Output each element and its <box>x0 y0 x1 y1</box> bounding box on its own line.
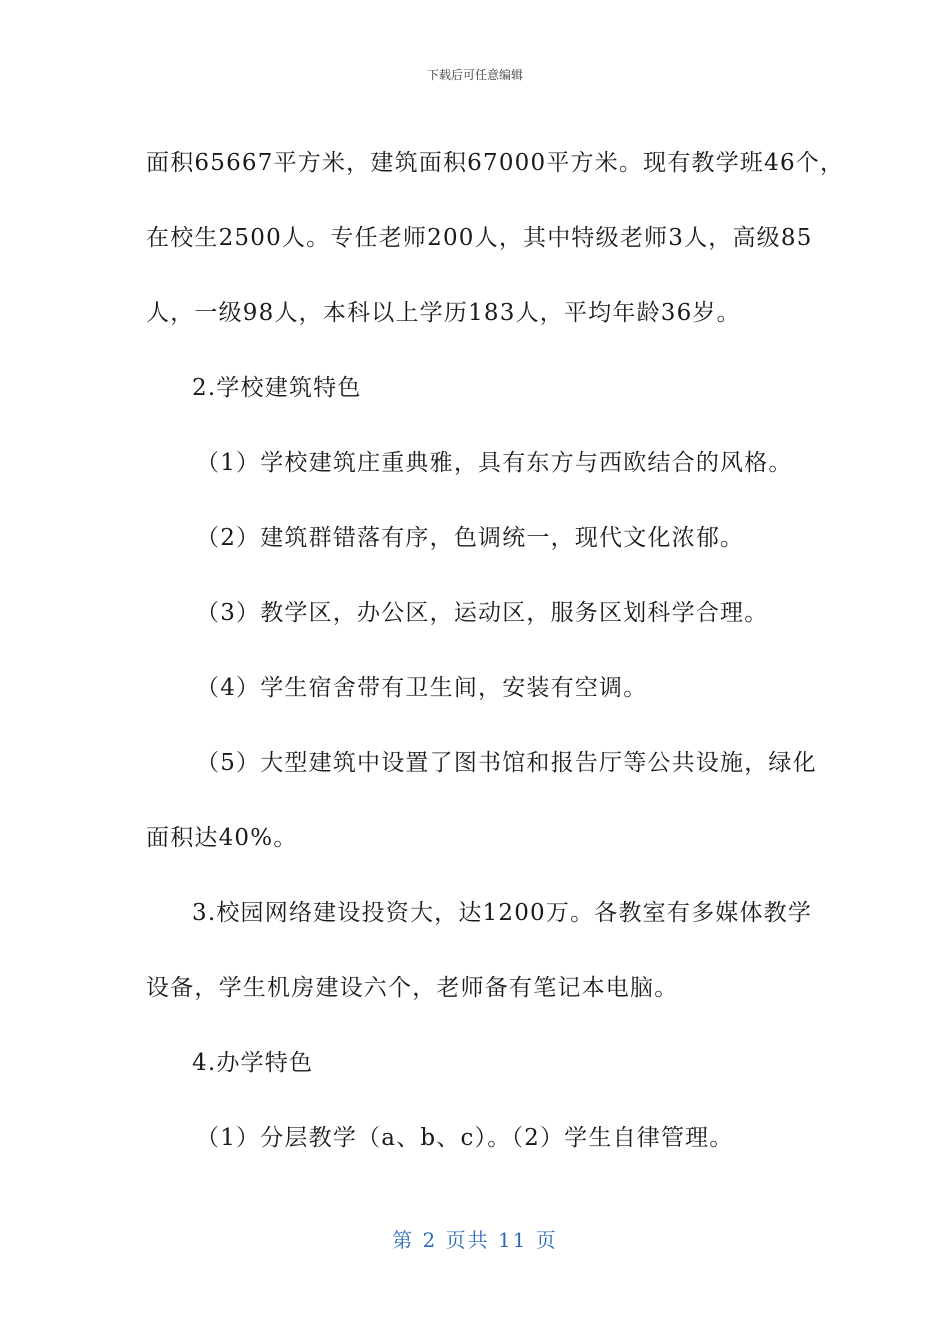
text-line-network-continuation: 设备，学生机房建设六个，老师备有笔记本电脑。 <box>146 975 679 1001</box>
list-item-features: （1）分层教学（a、b、c）。（2）学生自律管理。 <box>196 1125 734 1151</box>
text-line-3: 人，一级98人，本科以上学历183人，平均年龄36岁。 <box>146 300 741 326</box>
section-heading-features: 4.办学特色 <box>192 1050 314 1076</box>
text-line-1: 面积65667平方米，建筑面积67000平方米。现有教学班46个， <box>146 150 845 176</box>
text-line-continuation: 面积达40%。 <box>146 825 298 851</box>
list-item-building-1: （1）学校建筑庄重典雅，具有东方与西欧结合的风格。 <box>196 450 793 476</box>
list-item-building-5: （5）大型建筑中设置了图书馆和报告厅等公共设施，绿化 <box>196 750 817 776</box>
section-heading-network: 3.校园网络建设投资大，达1200万。各教室有多媒体教学 <box>192 900 813 926</box>
list-item-building-3: （3）教学区，办公区，运动区，服务区划科学合理。 <box>196 600 769 626</box>
document-body <box>146 126 845 1176</box>
section-heading-building: 2.学校建筑特色 <box>192 375 362 401</box>
list-item-building-2: （2）建筑群错落有序，色调统一，现代文化浓郁。 <box>196 525 745 551</box>
page-number-footer: 第 2 页共 11 页 <box>392 1228 558 1252</box>
text-line-2: 在校生2500人。专任老师200人，其中特级老师3人，高级85 <box>146 225 813 251</box>
list-item-building-4: （4）学生宿舍带有卫生间，安装有空调。 <box>196 675 648 701</box>
header-note: 下载后可任意编辑 <box>426 68 523 82</box>
